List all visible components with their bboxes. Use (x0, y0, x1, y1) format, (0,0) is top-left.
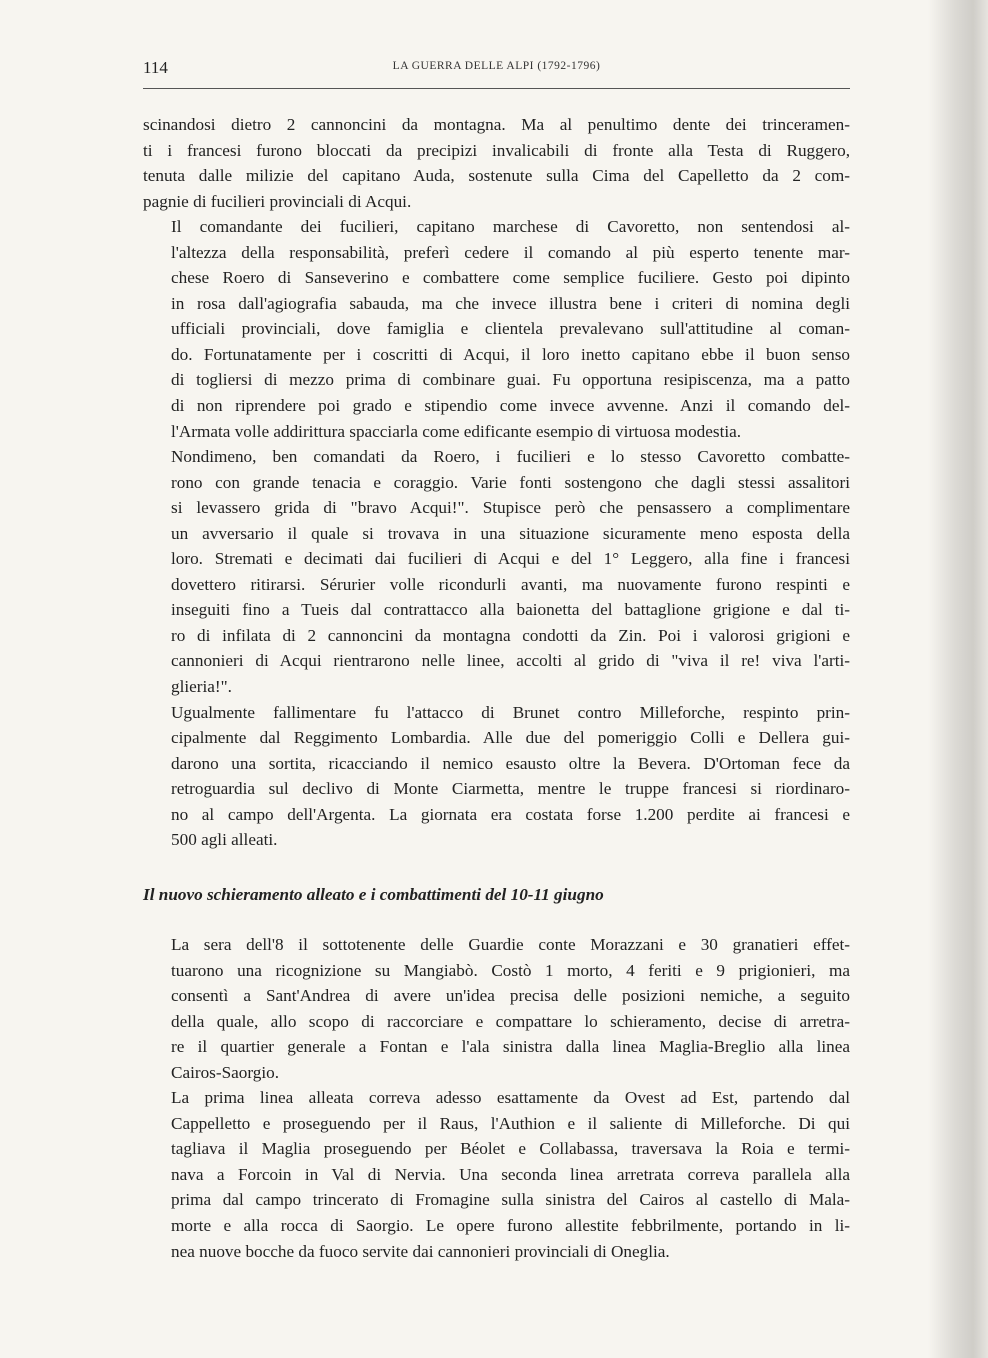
page-number: 114 (143, 58, 168, 77)
text-line: scinandosi dietro 2 cannoncini da montagna. Ma al penultimo dente dei trinceramen- (143, 115, 850, 134)
text-line: un avversario il quale si trovava in una situazione sicuramente meno esposta della (171, 523, 850, 543)
text-line: re il quartier generale a Fontan e l'ala sinistra dalla linea Maglia-Breglio alla linea (171, 1037, 850, 1057)
text-line: no al campo dell'Argenta. La giornata era costata forse 1.200 perdite ai francesi e (171, 804, 850, 824)
text-line: Nondimeno, ben comandati da Roero, i fucilieri e lo stesso Cavoretto combatte- (171, 447, 850, 467)
text-line: di togliersi di mezzo prima di combinare guai. Fu opportuna resipiscenza, ma a patto (171, 370, 850, 390)
text-line: nava a Forcoin in Val di Nervia. Una seconda linea arretrata correva parallela alla (171, 1164, 850, 1184)
text-line: Cairos-Saorgio. (171, 1062, 280, 1082)
page-header (143, 58, 850, 89)
text-line: Il comandante dei fucilieri, capitano marchese di Cavoretto, non sentendosi al- (171, 217, 850, 237)
text-line: rono con grande tenacia e coraggio. Varie fonti sostengono che dagli stessi assalitori (171, 472, 850, 492)
text-line: nea nuove bocche da fuoco servite dai cannonieri provinciali di Oneglia. (171, 1241, 670, 1261)
book-spine-shadow (928, 0, 988, 1358)
text-line: ro di infilata di 2 cannoncini da montagna condotti da Zin. Poi i valorosi grigioni e (171, 625, 850, 645)
paragraph (143, 932, 850, 1085)
paragraph (143, 1085, 850, 1264)
text-line: glieria!". (171, 677, 232, 697)
text-line: in rosa dall'agiografia sabauda, ma che invece illustra bene i criteri di nomina degli (171, 293, 850, 313)
text-line: La prima linea alleata correva adesso esattamente da Ovest ad Est, partendo dal (171, 1088, 850, 1108)
text-line: l'Armata volle addirittura spacciarla come edificante esempio di virtuosa modestia. (171, 421, 742, 441)
section-heading: Il nuovo schieramento alleato e i combattimenti del 10-11 giugno (143, 885, 604, 904)
running-title: LA GUERRA DELLE ALPI (1792-1796) (392, 60, 601, 72)
paragraph (143, 700, 850, 853)
text-line: Ugualmente fallimentare fu l'attacco di Brunet contro Milleforche, respinto prin- (171, 702, 850, 722)
paragraph (143, 112, 850, 214)
paragraph (143, 444, 850, 699)
text-line: chese Roero di Sanseverino e combattere come semplice fuciliere. Gesto poi dipinto (171, 268, 850, 288)
text-line: morte e alla rocca di Saorgio. Le opere furono allestite febbrilmente, portando in li- (171, 1216, 850, 1236)
text-line: tenuta dalle milizie del capitano Auda, sostenute sulla Cima del Capelletto da 2 com- (143, 166, 850, 186)
text-line: dovettero ritirarsi. Sérurier volle ricondurli avanti, ma nuovamente furono respinti e (171, 574, 850, 594)
text-line: inseguiti fino a Tueis dal contrattacco alla baionetta del battaglione grigione e dal ti- (171, 600, 850, 620)
text-line: della quale, allo scopo di raccorciare e compattare lo schieramento, decise di arretra- (171, 1011, 850, 1031)
text-line: retroguardia sul declivo di Monte Ciarmetta, mentre le truppe francesi si riordinaro- (171, 779, 850, 799)
text-line: cipalmente dal Reggimento Lombardia. Alle due del pomeriggio Colli e Dellera gui- (171, 728, 850, 748)
text-line: 500 agli alleati. (171, 830, 278, 850)
text-line: darono una sortita, ricacciando il nemico esausto oltre la Bevera. D'Ortoman fece da (171, 753, 850, 773)
body-text-section (143, 932, 850, 1264)
body-text (143, 112, 850, 853)
paragraph (143, 214, 850, 444)
text-line: pagnie di fucilieri provinciali di Acqui. (143, 191, 412, 211)
text-line: loro. Stremati e decimati dai fucilieri di Acqui e del 1° Leggero, alla fine i francesi (171, 549, 850, 569)
text-line: prima dal campo trincerato di Fromagine sulla sinistra del Cairos al castello di Mala- (171, 1190, 850, 1210)
text-line: si levassero grida di "bravo Acqui!". Stupisce però che pensassero a complimentare (171, 498, 850, 518)
text-line: l'altezza della responsabilità, preferì cedere il comando al più esperto tenente mar- (171, 242, 850, 262)
text-line: tagliava il Maglia proseguendo per Béolet e Collabassa, traversava la Roia e termi- (171, 1139, 850, 1159)
text-line: cannonieri di Acqui rientrarono nelle linee, accolti al grido di "viva il re! viva l'arti- (171, 651, 850, 671)
text-line: ufficiali provinciali, dove famiglia e clientela prevalevano sull'attitudine al coman- (171, 319, 850, 339)
text-line: La sera dell'8 il sottotenente delle Guardie conte Morazzani e 30 granatieri effet- (171, 935, 850, 954)
text-line: do. Fortunatamente per i coscritti di Acqui, il loro inetto capitano ebbe il buon senso (171, 344, 850, 364)
text-line: consentì a Sant'Andrea di avere un'idea precisa delle posizioni nemiche, a seguito (171, 986, 850, 1006)
text-line: di non riprendere poi grado e stipendio come invece avvenne. Anzi il comando del- (171, 396, 850, 416)
text-line: Cappelletto e proseguendo per il Raus, l'Authion e il saliente di Milleforche. Di qui (171, 1113, 850, 1133)
text-line: tuarono una ricognizione su Mangiabò. Costò 1 morto, 4 feriti e 9 prigionieri, ma (171, 960, 850, 980)
text-line: ti i francesi furono bloccati da precipizi invalicabili di fronte alla Testa di Ruggero, (143, 140, 850, 160)
